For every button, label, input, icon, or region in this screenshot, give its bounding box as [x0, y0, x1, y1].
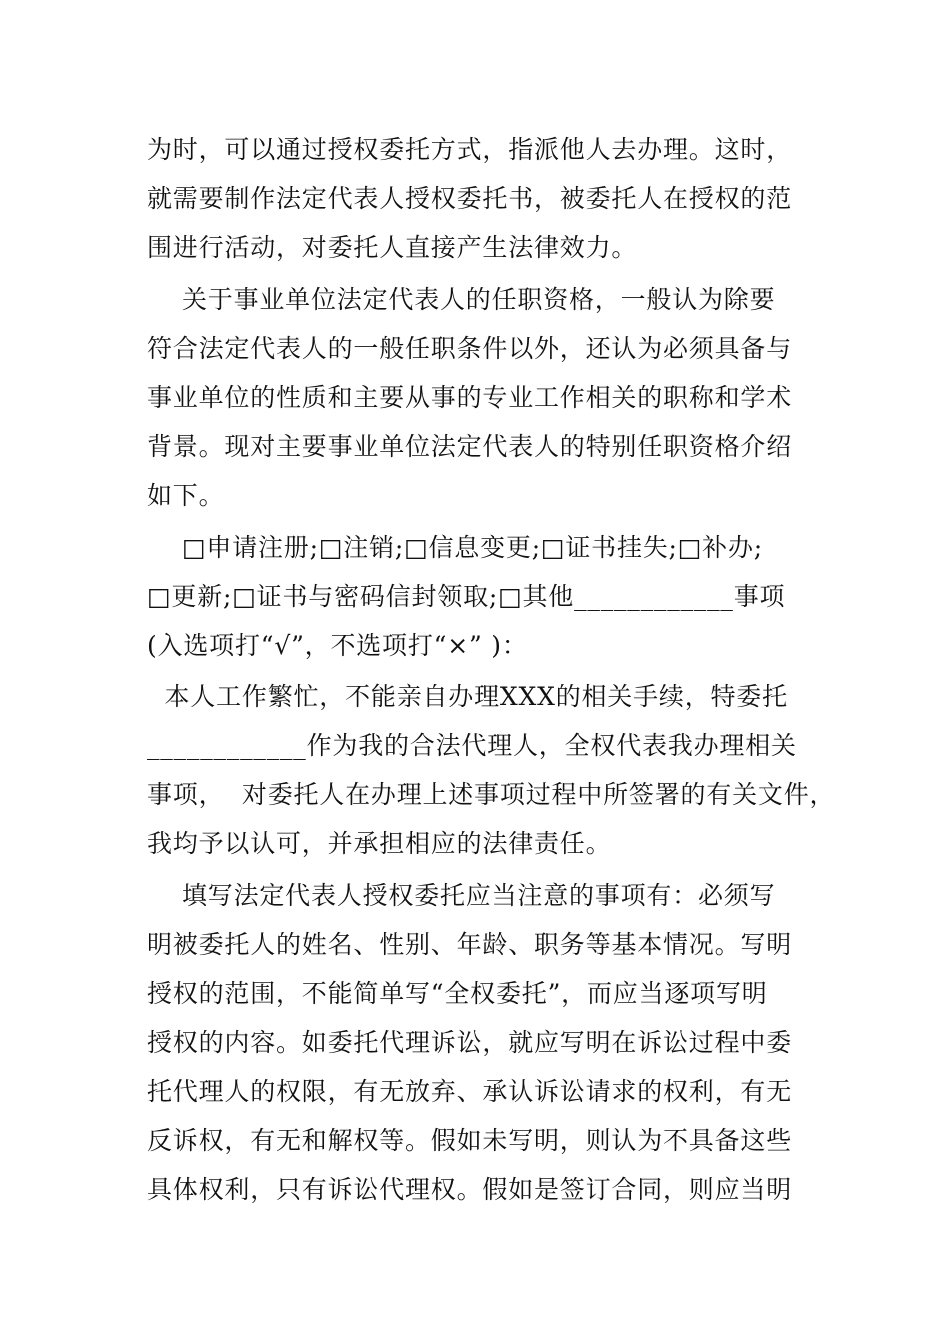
text-line: 符合法定代表人的一般任职条件以外，还认为必须具备与 — [147, 334, 793, 363]
text-line: ____________作为我的合法代理人，全权代表我办理相关 — [147, 731, 797, 760]
text-line: 明被委托人的姓名、性别、年龄、职务等基本情况。写明 — [147, 930, 793, 959]
text-line: 授权的范围，不能简单写“全权委托”，而应当逐项写明 — [147, 979, 768, 1008]
text-line: □更新;□证书与密码信封领取;□其他____________事项 — [147, 582, 786, 611]
text-line: 授权的内容。如委托代理诉讼，就应写明在诉讼过程中委 — [147, 1028, 793, 1057]
text-line: 填写法定代表人授权委托应当注意的事项有：必须写 — [147, 881, 776, 910]
text-line: 如下。 — [147, 481, 225, 510]
text-line: (入选项打“√”，不选项打“×” )： — [147, 631, 528, 660]
text-line: 反诉权，有无和解权等。假如未写明，则认为不具备这些 — [147, 1126, 793, 1155]
text-line: 就需要制作法定代表人授权委托书，被委托人在授权的范 — [147, 184, 793, 213]
text-line: 事业单位的性质和主要从事的专业工作相关的职称和学术 — [147, 383, 793, 412]
text-line: 关于事业单位法定代表人的任职资格，一般认为除要 — [147, 285, 776, 314]
text-line: 具体权利，只有诉讼代理权。假如是签订合同，则应当明 — [147, 1175, 793, 1204]
text-line: 我均予以认可，并承担相应的法律责任。 — [147, 829, 612, 858]
text-line: □申请注册;□注销;□信息变更;□证书挂失;□补办; — [147, 533, 764, 562]
text-line: 围进行活动，对委托人直接产生法律效力。 — [147, 233, 638, 262]
text-line: 为时，可以通过授权委托方式，指派他人去办理。这时， — [147, 135, 793, 164]
text-line: 事项， 对委托人在办理上述事项过程中所签署的有关文件， — [147, 780, 836, 809]
text-line: 背景。现对主要事业单位法定代表人的特别任职资格介绍 — [147, 432, 793, 461]
text-line: 本人工作繁忙，不能亲自办理XXX的相关手续，特委托 — [147, 682, 788, 711]
text-line: 托代理人的权限，有无放弃、承认诉讼请求的权利，有无 — [147, 1077, 793, 1106]
